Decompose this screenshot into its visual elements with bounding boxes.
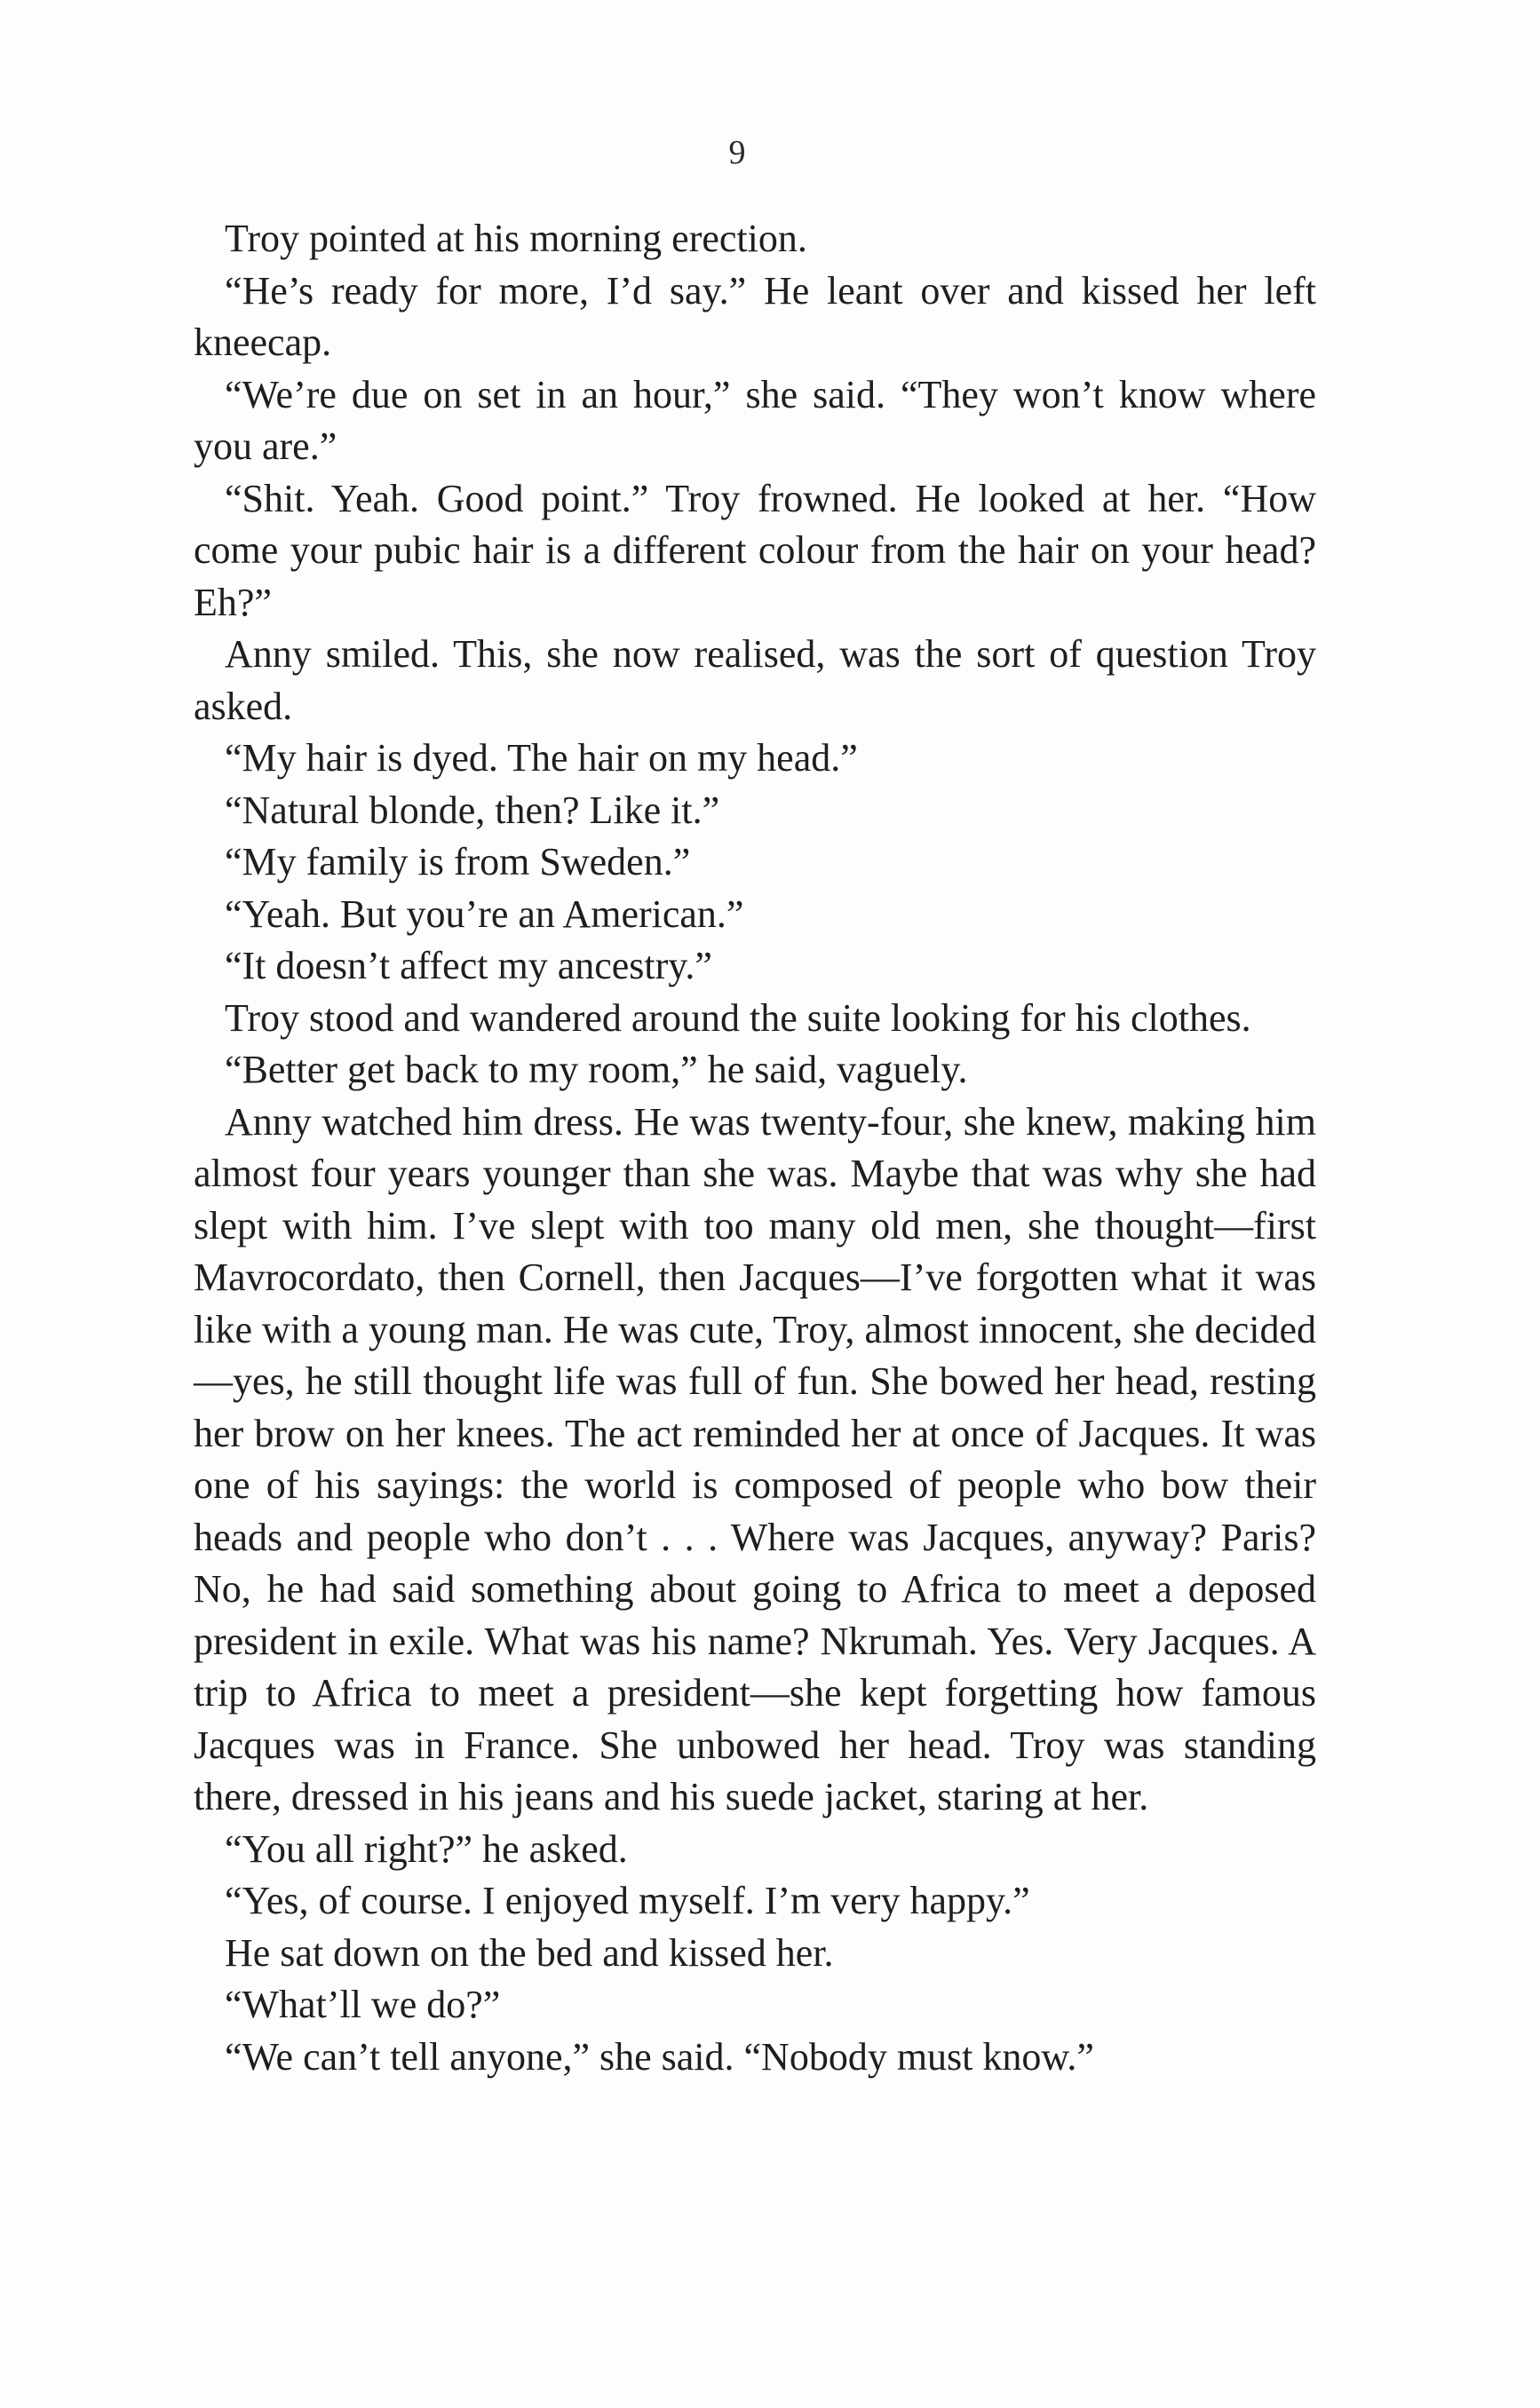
- body-text: [194, 213, 1316, 2083]
- paragraph: He sat down on the bed and kissed her.: [225, 1930, 834, 1975]
- paragraph: “Better get back to my room,” he said, vaguely.: [225, 1048, 968, 1091]
- paragraph: “We can’t tell anyone,” she said. “Nobody must know.”: [225, 2034, 1094, 2079]
- paragraph: Troy pointed at his morning erection.: [225, 217, 807, 260]
- paragraph: “Natural blonde, then? Like it.”: [225, 788, 720, 832]
- paragraph: “We’re due on set in an hour,” she said. “They won’t know where you are.”: [194, 372, 1316, 468]
- paragraph: “Yes, of course. I enjoyed myself. I’m very happy.”: [225, 1879, 1030, 1922]
- paragraph: Anny smiled. This, she now realised, was the sort of question Troy asked.: [194, 632, 1316, 728]
- paragraph: “My family is from Sweden.”: [225, 840, 691, 883]
- page-number: 9: [728, 134, 746, 171]
- paragraph: Troy stood and wandered around the suite looking for his clothes.: [225, 995, 1251, 1040]
- paragraph: “Shit. Yeah. Good point.” Troy frowned. He looked at her. “How come your pubic hair is a different colour from the hair on your head? Eh?”: [194, 476, 1316, 624]
- paragraph: “It doesn’t affect my ancestry.”: [225, 944, 712, 987]
- paragraph: “What’ll we do?”: [225, 1983, 501, 2026]
- paragraph: “My hair is dyed. The hair on my head.”: [225, 736, 858, 780]
- paragraph: “You all right?” he asked.: [225, 1826, 628, 1871]
- paragraph: Anny watched him dress. He was twenty-four, she knew, making him almost four years younger than she was. Maybe that was why she had slept with him. I’ve slept with too many old men, she thought—first Mavrocordato, then Cornell, then Jacques—I’ve forgotten what it was like with a young man. He was cute, Troy, almost innocent, she decided—yes, he still thought life was full of fun. She bowed her head, resting her brow on her knees. The act reminded her at once of Jacques. It was one of his sayings: the world is composed of people who bow their heads and people who don’t . . . Where was Jacques, anyway? Paris? No, he had said something about going to Africa to meet a deposed president in exile. What was his name? Nkrumah. Yes. Very Jacques. A trip to Africa to meet a president—she kept forgetting how famous Jacques was in France. She unbowed her head. Troy was standing there, dressed in his jeans and his suede jacket, staring at her.: [194, 1099, 1316, 1818]
- paragraph: “Yeah. But you’re an American.”: [225, 891, 744, 936]
- paragraph: “He’s ready for more, I’d say.” He leant over and kissed her left kneecap.: [194, 268, 1316, 364]
